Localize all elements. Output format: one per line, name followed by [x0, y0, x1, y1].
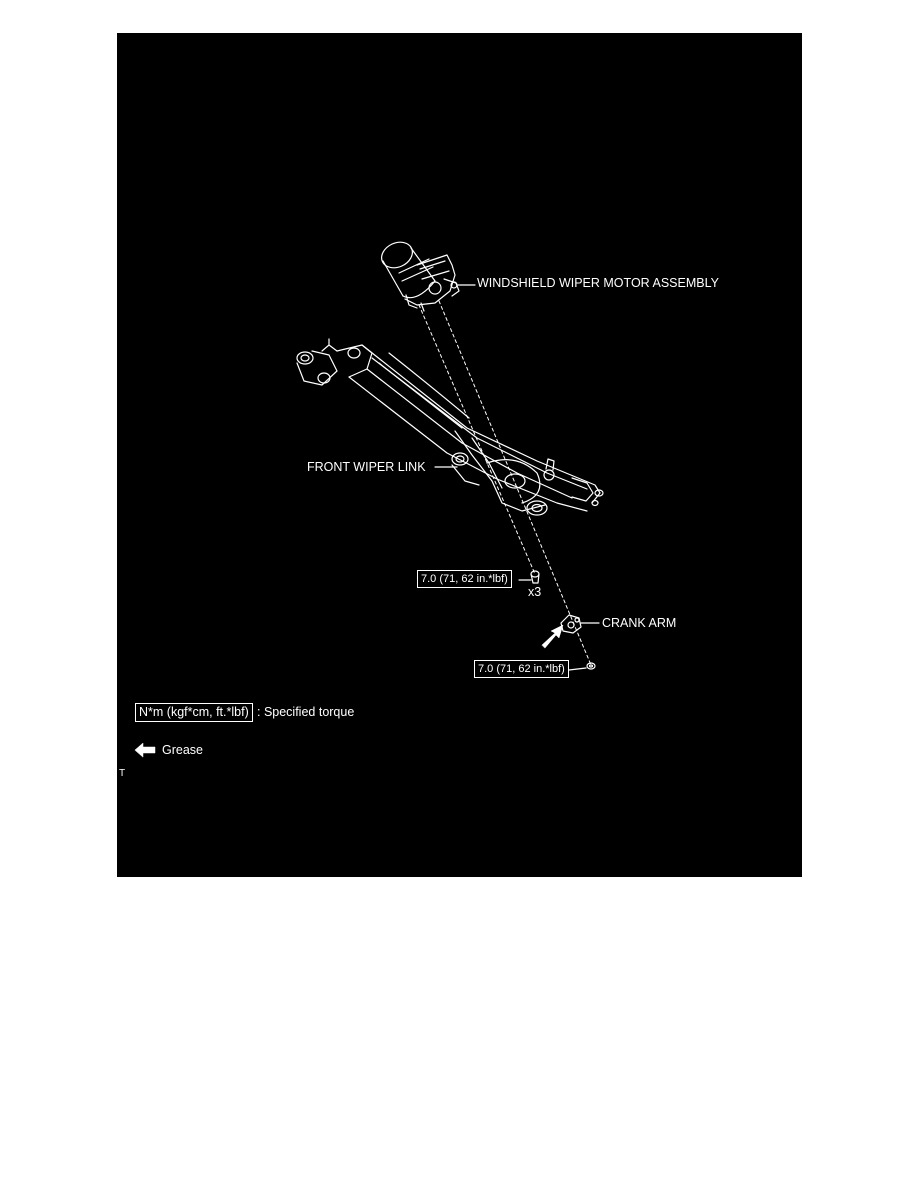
- exploded-view-illustration: [117, 33, 802, 877]
- diagram-panel: [117, 33, 802, 877]
- bolt-quantity: x3: [528, 585, 542, 599]
- motor-label: WINDSHIELD WIPER MOTOR ASSEMBLY: [477, 276, 719, 290]
- crank-arm-label: CRANK ARM: [602, 616, 677, 630]
- legend-grease-arrow-icon: [135, 743, 155, 757]
- grease-arrow-icon: [542, 625, 563, 648]
- legend-torque-text: : Specified torque: [257, 705, 355, 719]
- link-label: FRONT WIPER LINK: [307, 460, 426, 474]
- wiper-motor-drawing: [377, 237, 459, 311]
- bolt-drawing: [531, 571, 539, 583]
- legend-grease-text: Grease: [162, 743, 203, 757]
- bolt-torque-value: 7.0 (71, 62 in.*lbf): [417, 570, 512, 588]
- wiper-link-drawing: [297, 339, 603, 515]
- corner-mark: T: [119, 768, 126, 779]
- legend-torque-units: N*m (kgf*cm, ft.*lbf): [135, 703, 253, 722]
- nut-drawing: [587, 663, 595, 669]
- nut-torque-value: 7.0 (71, 62 in.*lbf): [474, 660, 569, 678]
- nut-leader-line: [569, 668, 586, 670]
